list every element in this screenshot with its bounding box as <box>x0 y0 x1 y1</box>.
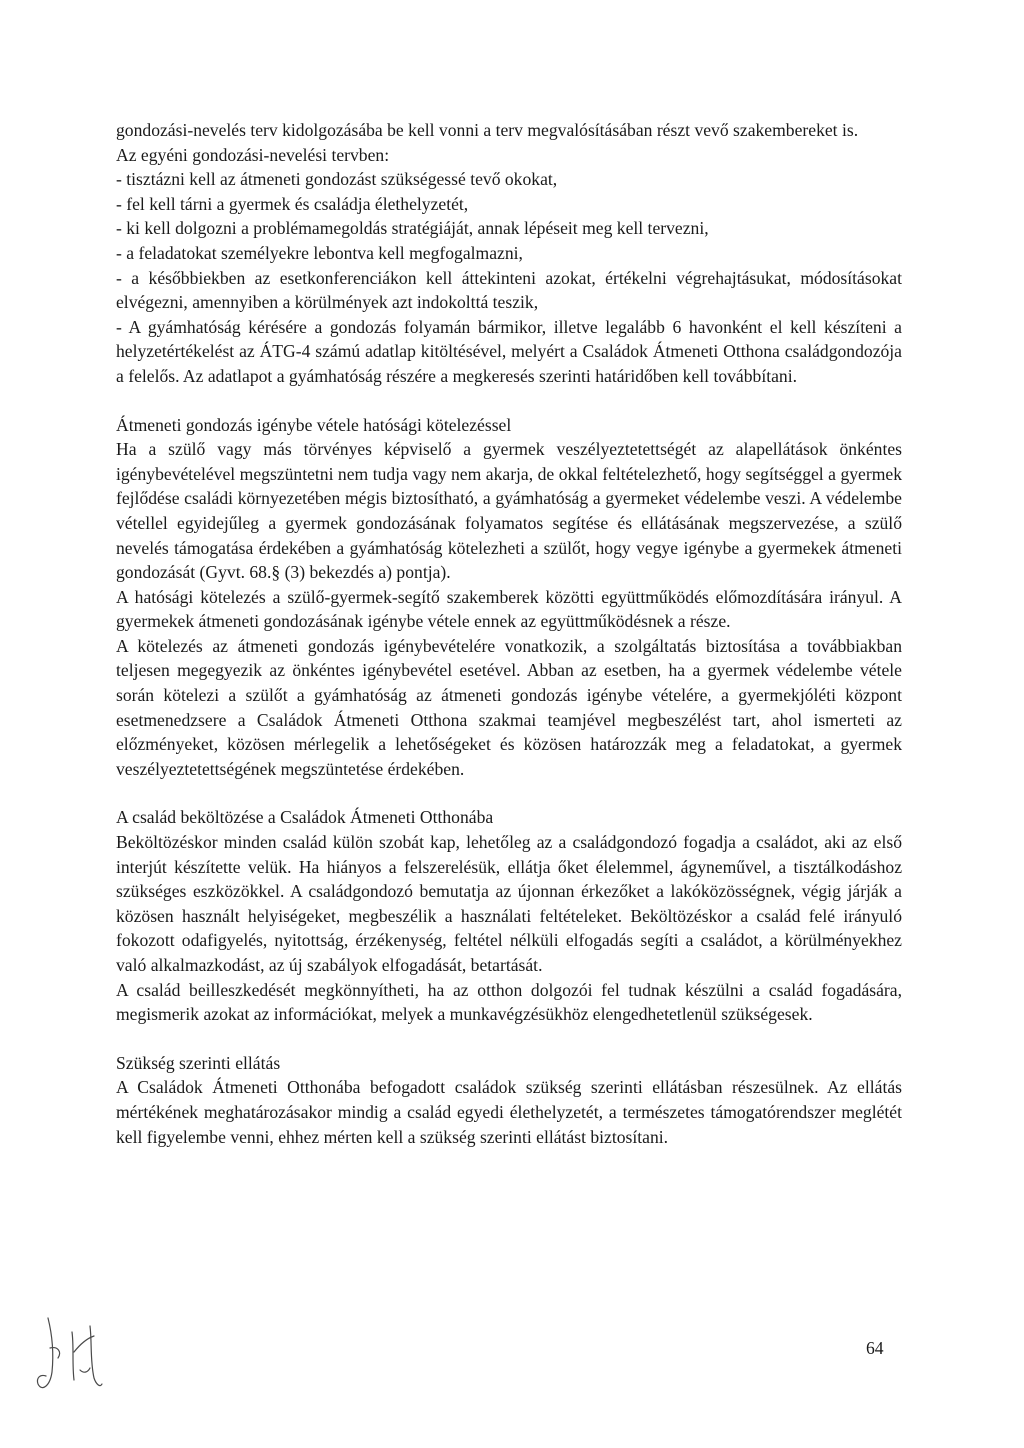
list-item: - a feladatokat személyekre lebontva kell megfogalmazni, <box>116 242 523 263</box>
section-heading: Szükség szerinti ellátás <box>116 1052 281 1073</box>
handwritten-signature <box>28 1312 124 1396</box>
document-body <box>116 118 902 1149</box>
list-item: - fel kell tárni a gyermek és családja élethelyzetét, <box>116 193 469 214</box>
section-heading: Átmeneti gondozás igénybe vétele hatósági kötelezéssel <box>116 414 512 435</box>
paragraph: Ha a szülő vagy más törvényes képviselő a gyermek veszélyeztetettségét az alapellátások önkéntes igénybevételével megszüntetni nem tudja vagy nem akarja, de okkal feltételezhető, hogy segítséggel a gyermek fejlődése családi környezetében mégis biztosítható, a gyámhatóság a gyermeket védelembe veszi. A védelembe vétellel egyidejűleg a gyermek gondozásának folyamatos segítése és ellátásának megszervezése, a szülő nevelés támogatása érdekében a gyámhatóság kötelezheti a szülőt, hogy vegye igénybe a gyermekek átmeneti gondozását (Gyvt. 68.§ (3) bekezdés a) pontja). <box>116 439 902 583</box>
paragraph: A hatósági kötelezés a szülő-gyermek-segítő szakemberek közötti együttműködés előmozdítására irányul. A gyermekek átmeneti gondozásának igénybe vétele ennek az együttműködésnek a része. <box>116 586 902 632</box>
paragraph: Beköltözéskor minden család külön szobát kap, lehetőleg az a családgondozó fogadja a családot, aki az első interjút készítette velük. Ha hiányos a felszerelésük, ellátja őket élelemmel, ágyneművel, a tisztálkodáshoz szükséges eszközökkel. A családgondozó bemutatja az újonnan érkezőket a lakóközösségnek, végig járják a közösen használt helyiségeket, megbeszélik a használati feltételeket. Beköltözéskor a család felé irányuló fokozott odafigyelés, nyitottság, érzékenység, feltétel nélküli elfogadás segíti a családot, a körülményekhez való alkalmazkodást, az új szabályok elfogadását, betartását. <box>116 832 902 975</box>
list-item: - tisztázni kell az átmeneti gondozást szükségessé tevő okokat, <box>116 169 558 190</box>
paragraph: Az egyéni gondozási-nevelési tervben: <box>116 144 390 165</box>
list-item: - A gyámhatóság kérésére a gondozás folyamán bármikor, illetve legalább 6 havonként el kell készíteni a helyzetértékelést az ÁTG-4 számú adatlap kitöltésével, melyért a Családok Átmeneti Otthona családgondozója a felelős. Az adatlapot a gyámhatóság részére a megkeresés szerinti határidőben kell továbbítani. <box>116 316 902 386</box>
paragraph: A család beilleszkedését megkönnyítheti, ha az otthon dolgozói fel tudnak készülni a család fogadására, megismerik azokat az információkat, melyek a munkavégzésükhöz elengedhetetlenül szükségesek. <box>116 979 902 1025</box>
paragraph: A Családok Átmeneti Otthonába befogadott családok szükség szerinti ellátásban részesülnek. Az ellátás mértékének meghatározásakor mindig a család egyedi élethelyzetét, a természetes támogatórendszer meglétét kell figyelembe venni, ehhez mérten kell a szükség szerinti ellátást biztosítani. <box>116 1077 902 1147</box>
list-item: - ki kell dolgozni a problémamegoldás stratégiáját, annak lépéseit meg kell tervezni, <box>116 218 709 239</box>
section-heading: A család beköltözése a Családok Átmeneti Otthonába <box>116 807 494 828</box>
list-item: - a későbbiekben az esetkonferenciákon kell áttekinteni azokat, értékelni végrehajtásukat, módosításokat elvégezni, amennyiben a körülmények azt indokolttá teszik, <box>116 267 902 313</box>
paragraph: A kötelezés az átmeneti gondozás igénybevételére vonatkozik, a szolgáltatás biztosítása a továbbiakban teljesen megegyezik az önkéntes igénybevétel esetével. Abban az esetben, ha a gyermek védelembe vétele során kötelezi a szülőt a gyámhatóság az átmeneti gondozás igénybe vételére, a gyermekjóléti központ esetmenedzsere a Családok Átmeneti Otthona szakmai teamjével megbeszélést tart, ahol ismerteti az előzményeket, közösen mérlegelik a lehetőségeket és közösen határozzák meg a feladatokat, a gyermek veszélyeztetettségének megszüntetése érdekében. <box>116 635 902 779</box>
page-number: 64 <box>866 1338 884 1358</box>
paragraph: gondozási-nevelés terv kidolgozásába be kell vonni a terv megvalósításában részt vevő szakembereket is. <box>116 120 859 140</box>
